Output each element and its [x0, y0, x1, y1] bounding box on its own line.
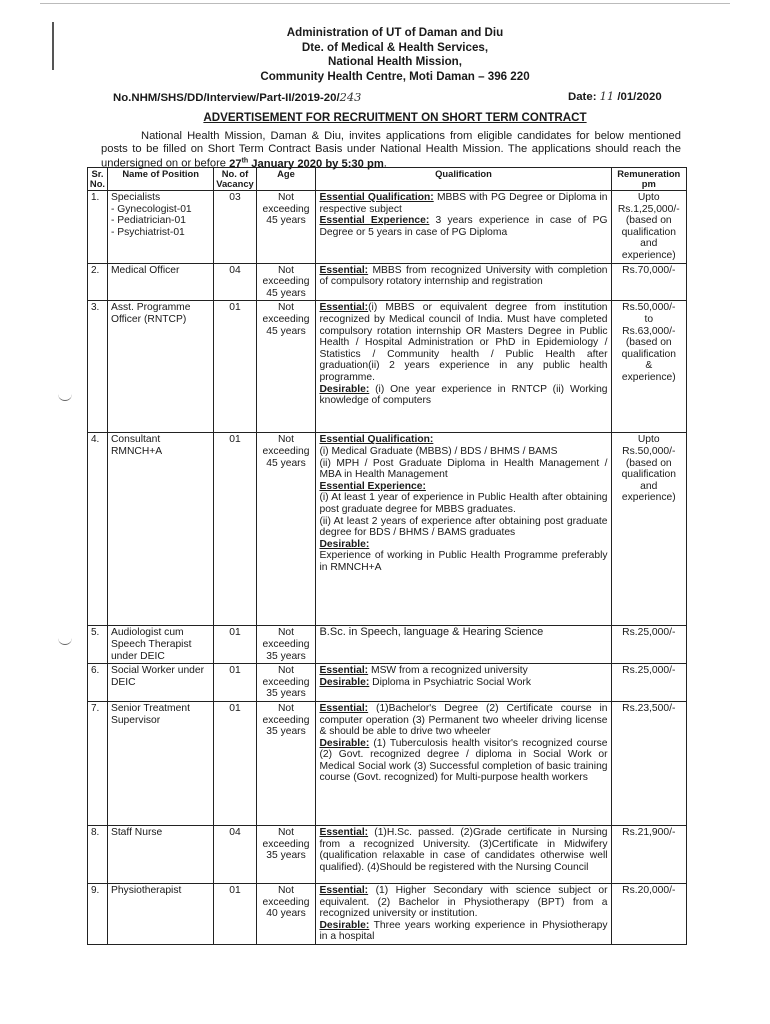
cell-remuneration	[611, 701, 686, 825]
qualification-paragraph	[319, 539, 607, 551]
remuneration-line: experience)	[621, 371, 676, 383]
cell-position-name	[107, 825, 213, 883]
cell-remuneration	[611, 433, 686, 626]
intro-paragraph	[101, 130, 681, 171]
qualification-label: Desirable:	[319, 383, 370, 395]
age-line: Not	[278, 665, 295, 677]
cell-sr-no: 4.	[88, 433, 108, 626]
qualification-text: MBBS from recognized University with completion of compulsory rotatory internship and registration	[319, 264, 608, 288]
remuneration-line: Upto	[637, 192, 660, 203]
remuneration-line: experience)	[621, 249, 676, 261]
remuneration-line: to	[644, 313, 654, 325]
age-line: Not	[278, 627, 295, 639]
qualification-paragraph	[319, 677, 607, 689]
age-line: Not	[278, 302, 295, 314]
table-row	[88, 301, 687, 433]
cell-sr-no: 5.	[88, 626, 108, 664]
page-top-rule	[40, 3, 730, 4]
advertisement-title: ADVERTISEMENT FOR RECRUITMENT ON SHORT TERM CONTRACT	[203, 111, 587, 124]
cell-vacancy: 01	[214, 701, 256, 825]
position-name-line: Asst. Programme Officer (RNTCP)	[110, 302, 191, 325]
remuneration-line: (based on	[625, 337, 672, 349]
remuneration-line: (based on	[625, 457, 672, 469]
cell-qualification	[316, 825, 611, 883]
qualification-text: Diploma in Psychiatric Social Work	[369, 676, 532, 688]
intro-deadline: 27th January 2020 by 5:30 pm	[229, 157, 384, 170]
qualification-label: Essential:	[319, 302, 369, 314]
remuneration-line: Rs.25,000/-	[622, 627, 676, 639]
qualification-paragraph	[319, 384, 607, 407]
cell-age	[256, 701, 316, 825]
qualification-text: Experience of working in Public Health Programme preferably in RMNCH+A	[319, 550, 608, 573]
letterhead-line-1: Administration of UT of Daman and Diu	[286, 26, 504, 39]
age-line: 45 years	[266, 457, 306, 469]
header-position-name: Name of Position	[107, 168, 213, 191]
age-line: Not	[278, 192, 295, 203]
qualification-text: Three years working experience in Physiotherapy in a hospital	[319, 919, 608, 943]
remuneration-line: experience)	[621, 492, 676, 504]
cell-qualification	[316, 263, 611, 301]
remuneration-line: Rs.50,000/-	[622, 445, 676, 457]
age-line: 40 years	[266, 908, 306, 920]
cell-position-name	[107, 191, 213, 264]
qualification-paragraph	[319, 265, 607, 288]
position-name-line: - Pediatrician-01	[110, 215, 186, 227]
age-line: Not	[278, 434, 295, 446]
qualification-paragraph	[319, 703, 607, 738]
qualification-label: Essential Qualification:	[319, 192, 434, 203]
letterhead-line-2: Dte. of Medical & Health Services,	[301, 40, 489, 54]
remuneration-line: Rs.63,000/-	[622, 325, 676, 337]
cell-position-name	[107, 883, 213, 944]
qualification-label: Essential:	[319, 665, 369, 677]
table-row	[88, 263, 687, 301]
cell-qualification	[316, 301, 611, 433]
age-line: Not	[278, 702, 295, 714]
cell-vacancy: 03	[214, 191, 256, 264]
qualification-label: Essential Qualification:	[319, 434, 434, 446]
cell-remuneration	[611, 883, 686, 944]
age-line: exceeding	[262, 445, 310, 457]
intro-text: National Health Mission, Daman & Diu, invites applications from eligible candidates for below mentioned posts to be filled on Short Term Contract Basis under National Health Mission. The applications should reach the undersigned on or before	[101, 130, 681, 170]
qualification-paragraph	[319, 550, 607, 573]
cell-age	[256, 433, 316, 626]
table-row	[88, 701, 687, 825]
position-name-line: Specialists	[110, 192, 161, 203]
remuneration-line: and	[640, 238, 658, 250]
qualification-text: (1)H.Sc. passed. (2)Grade certificate in Nursing from a recognized University. (3)Certificate in Midwifery (qualification relaxable in case of candidates otherwise well qualified). (4)Should be registered with the Nursing Council	[319, 826, 608, 873]
qualification-label: Essential:	[319, 702, 369, 714]
qualification-paragraph	[319, 738, 607, 784]
cell-qualification	[316, 191, 611, 264]
table-row	[88, 664, 687, 702]
table-row	[88, 825, 687, 883]
age-line: 35 years	[266, 650, 306, 662]
qualification-paragraph	[319, 492, 607, 515]
cell-qualification	[316, 883, 611, 944]
qualification-text: (i) One year experience in RNTCP (ii) Working knowledge of computers	[319, 383, 608, 407]
qualification-text: MBBS with PG Degree or Diploma in respective subject	[319, 192, 608, 215]
position-name-line: Audiologist cum Speech Therapist under DEIC	[110, 627, 192, 662]
qualification-label: Desirable:	[319, 919, 370, 931]
cell-age	[256, 883, 316, 944]
cell-position-name	[107, 433, 213, 626]
position-name-line: - Psychiatrist-01	[110, 226, 185, 238]
remuneration-line: Rs.20,000/-	[622, 884, 676, 896]
remuneration-line: Rs.25,000/-	[622, 665, 676, 677]
cell-vacancy: 01	[214, 664, 256, 702]
margin-pen-mark	[52, 22, 54, 70]
cell-vacancy: 01	[214, 626, 256, 664]
letterhead-line-4: Community Health Centre, Moti Daman – 396 220	[260, 69, 530, 83]
qualification-paragraph	[319, 665, 607, 677]
age-line: 45 years	[266, 325, 306, 337]
qualification-paragraph	[319, 481, 607, 493]
position-name-line: Physiotherapist	[110, 884, 182, 896]
cell-sr-no: 7.	[88, 701, 108, 825]
header-sr-no: Sr. No.	[88, 168, 108, 191]
issue-date	[568, 89, 662, 103]
age-line: 45 years	[266, 287, 306, 299]
age-line: Not	[278, 264, 295, 276]
qualification-paragraph	[319, 516, 607, 539]
position-name-line: Medical Officer	[110, 264, 180, 276]
age-line: 45 years	[266, 215, 306, 227]
age-line: exceeding	[262, 838, 310, 850]
remuneration-line: Rs.23,500/-	[622, 702, 676, 714]
reference-handwritten-number: 243	[339, 90, 362, 104]
cell-sr-no: 6.	[88, 664, 108, 702]
cell-age	[256, 301, 316, 433]
remuneration-line: Rs.21,900/-	[622, 826, 676, 838]
cell-remuneration	[611, 626, 686, 664]
remuneration-line: (based on	[625, 215, 672, 227]
qualification-paragraph	[319, 446, 607, 458]
remuneration-line: and	[640, 480, 658, 492]
table-row	[88, 433, 687, 626]
cell-vacancy: 04	[214, 825, 256, 883]
age-line: exceeding	[262, 313, 310, 325]
punch-hole-mark	[58, 392, 72, 401]
qualification-text: B.Sc. in Speech, language & Hearing Science	[319, 626, 544, 639]
qualification-paragraph	[319, 920, 607, 943]
position-name-line: RMNCH+A	[110, 445, 163, 457]
position-name-line: - Gynecologist-01	[110, 203, 192, 215]
remuneration-line: Upto	[637, 434, 660, 446]
qualification-text: (i) MBBS or equivalent degree from institution recognized by Medical council of India. Must have completed compulsory rotation internship OR Masters Degree in Public Health / Hospital Administration or PhD in Epidemiology / Statistics / Community health / Public Health after graduation(ii) 2 years experience in any public health programme.	[319, 302, 608, 383]
age-line: exceeding	[262, 638, 310, 650]
cell-qualification	[316, 433, 611, 626]
date-handwritten-day: 11	[599, 89, 615, 103]
remuneration-line: Rs.50,000/-	[622, 302, 676, 314]
qualification-text: (1)Bachelor's Degree (2) Certificate course in computer operation (3) Permanent two wheeler driving license & should be able to drive two wheeler	[319, 702, 608, 738]
cell-sr-no: 1.	[88, 191, 108, 264]
remuneration-line: qualification	[621, 469, 676, 481]
qualification-paragraph	[319, 302, 607, 383]
qualification-text: (i) At least 1 year of experience in Public Health after obtaining post graduate degree for MBBS graduates.	[319, 492, 608, 515]
table-header-row	[88, 168, 687, 191]
remuneration-line: qualification	[621, 226, 676, 238]
cell-vacancy: 01	[214, 883, 256, 944]
qualification-paragraph	[319, 458, 607, 481]
cell-remuneration	[611, 664, 686, 702]
header-remuneration: Remuneration pm	[611, 168, 686, 191]
age-line: exceeding	[262, 676, 310, 688]
cell-qualification	[316, 664, 611, 702]
age-line: exceeding	[262, 203, 310, 215]
cell-age	[256, 191, 316, 264]
cell-age	[256, 263, 316, 301]
header-vacancy: No. of Vacancy	[214, 168, 256, 191]
qualification-label: Desirable:	[319, 737, 370, 749]
remuneration-line: Rs.1,25,000/-	[617, 203, 680, 215]
cell-remuneration	[611, 191, 686, 264]
qualification-label: Desirable:	[319, 538, 370, 550]
remuneration-line: &	[645, 360, 653, 372]
qualification-text: MSW from a recognized university	[368, 665, 528, 677]
cell-sr-no: 9.	[88, 883, 108, 944]
cell-position-name	[107, 263, 213, 301]
header-age: Age	[256, 168, 316, 191]
cell-position-name	[107, 626, 213, 664]
reference-number-text: No.NHM/SHS/DD/Interview/Part-II/2019-20/	[113, 92, 340, 104]
remuneration-line: Rs.70,000/-	[622, 264, 676, 276]
position-name-line: Consultant	[110, 434, 161, 446]
qualification-paragraph	[319, 192, 607, 215]
reference-number	[113, 90, 361, 104]
age-line: exceeding	[262, 276, 310, 288]
intro-end: .	[383, 157, 387, 170]
age-line: 35 years	[266, 850, 306, 862]
table-row	[88, 626, 687, 664]
cell-sr-no: 3.	[88, 301, 108, 433]
cell-sr-no: 2.	[88, 263, 108, 301]
qualification-label: Essential Experience:	[319, 480, 426, 492]
qualification-paragraph	[319, 434, 607, 446]
cell-remuneration	[611, 263, 686, 301]
qualification-text: (ii) MPH / Post Graduate Diploma in Health Management / MBA in Health Management	[319, 457, 608, 481]
letterhead-line-3: National Health Mission,	[328, 55, 462, 68]
cell-vacancy: 04	[214, 263, 256, 301]
cell-qualification	[316, 701, 611, 825]
remuneration-line: qualification	[621, 348, 676, 360]
age-line: exceeding	[262, 714, 310, 726]
cell-remuneration	[611, 825, 686, 883]
positions-table	[87, 167, 687, 945]
letterhead	[200, 26, 590, 84]
age-line: exceeding	[262, 896, 310, 908]
qualification-label: Essential:	[319, 884, 369, 896]
position-name-line: Senior Treatment Supervisor	[110, 702, 190, 726]
age-line: Not	[278, 826, 295, 838]
qualification-paragraph	[319, 827, 607, 873]
qualification-paragraph	[319, 627, 607, 639]
cell-age	[256, 825, 316, 883]
cell-remuneration	[611, 301, 686, 433]
cell-position-name	[107, 301, 213, 433]
cell-position-name	[107, 664, 213, 702]
cell-qualification	[316, 626, 611, 664]
qualification-paragraph	[319, 885, 607, 920]
table-row	[88, 883, 687, 944]
qualification-text: (ii) At least 2 years of experience after obtaining post graduate degree for BDS / BHMS / BAMS graduates	[319, 515, 608, 539]
cell-vacancy: 01	[214, 433, 256, 626]
date-label: Date:	[568, 91, 597, 103]
qualification-text: (1) Higher Secondary with science subject or equivalent. (2) Bachelor in Physiotherapy (BPT) from a recognized university or institution.	[319, 884, 608, 920]
qualification-text: (i) Medical Graduate (MBBS) / BDS / BHMS / BAMS	[319, 445, 558, 457]
position-name-line: Staff Nurse	[110, 826, 163, 838]
qualification-label: Desirable:	[319, 676, 370, 688]
age-line: Not	[278, 884, 295, 896]
cell-vacancy: 01	[214, 301, 256, 433]
cell-age	[256, 664, 316, 702]
cell-sr-no: 8.	[88, 825, 108, 883]
qualification-text: (1) Tuberculosis health visitor's recognized course (2) Govt. recognized degree / diploma in Social Work or Medical Social work (3) Successful completion of basic training course (Govt. recognized) for Multi-purpose health workers	[319, 737, 608, 784]
header-qualification: Qualification	[316, 168, 611, 191]
cell-position-name	[107, 701, 213, 825]
qualification-label: Essential Experience:	[319, 215, 430, 227]
qualification-paragraph	[319, 215, 607, 238]
date-month-year: /01/2020	[617, 91, 662, 103]
table-row	[88, 191, 687, 264]
position-name-line: Social Worker under DEIC	[110, 665, 205, 688]
qualification-label: Essential:	[319, 826, 369, 838]
qualification-text: 3 years experience in case of PG Degree or 5 years in case of PG Diploma	[319, 215, 608, 238]
qualification-label: Essential:	[319, 264, 369, 276]
age-line: 35 years	[266, 726, 306, 738]
punch-hole-mark	[58, 636, 72, 645]
cell-age	[256, 626, 316, 664]
age-line: 35 years	[266, 688, 306, 700]
